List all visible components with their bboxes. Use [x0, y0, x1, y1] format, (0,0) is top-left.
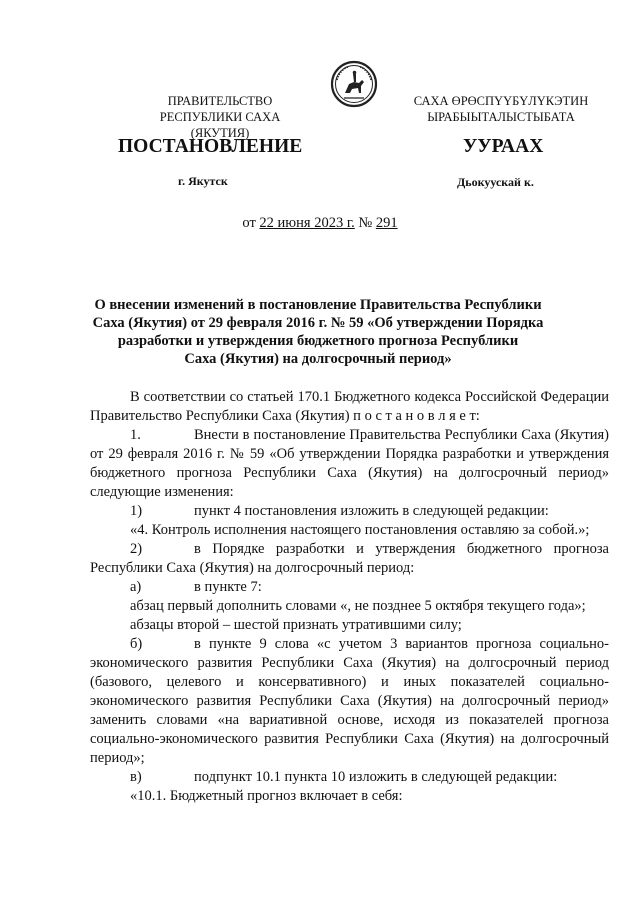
item-number: а) [130, 579, 142, 595]
paragraph-subitem-2: 2) в Порядке разработки и утверждения бюджетного прогноза Республики Саха (Якутия) на долгосрочный период: [90, 541, 609, 576]
paragraph-quote: «4. Контроль исполнения настоящего постановления оставляю за собой.»; [130, 522, 590, 538]
document-number: 291 [375, 215, 398, 231]
document-body [90, 388, 609, 806]
document-date: 22 июня 2023 г. [259, 215, 355, 231]
item-number: 1) [130, 503, 143, 519]
paragraph-letter-a: а) в пункте 7: [130, 579, 262, 595]
paragraph-quote: «10.1. Бюджетный прогноз включает в себя: [130, 788, 403, 804]
header-left-line1: ПРАВИТЕЛЬСТВО [167, 94, 273, 108]
document-type-title: ПОСТАНОВЛЕНИЕ [118, 136, 303, 157]
header-right-line1: САХА ӨРӨСПҮҮБҮЛҮКЭТИН [413, 94, 589, 108]
emblem-icon [330, 60, 378, 108]
item-number: 1. [130, 427, 141, 443]
item-number: 2) [130, 541, 143, 557]
paragraph-item-1: 1. Внести в постановление Правительства Республики Саха (Якутия) от 29 февраля 2016 г. № 59 «Об утверждении Порядка разработки и утверждения бюджетного прогноза Республики Саха (Якутия) на долгосрочный период» следующие изменения: [90, 427, 609, 500]
header-right [392, 93, 610, 125]
paragraph-preamble: В соответствии со статьей 170.1 Бюджетного кодекса Российской Федерации Правительство Республики Саха (Якутия) п о с т а н о в л я е т: [90, 389, 609, 424]
subject-line: Саха (Якутия) от 29 февраля 2016 г. № 59 «Об утверждении Порядка [92, 315, 544, 331]
document-subject [90, 296, 546, 368]
city-name: г. Якутск [178, 174, 228, 188]
paragraph-letter-b: б) в пункте 9 слова «с учетом 3 вариантов прогноза социально-экономического развития Республики Саха (Якутия) на долгосрочный период (базового, целевого и консервативного) и иных показателей социально-экономического развития Республики Саха (Якутия) на долгосрочный период» заменить словами «на вариативной основе, исходя из показателей прогноза социально-экономического развития Республики Саха (Якутия) на долгосрочный период»; [90, 636, 609, 766]
date-number-line [0, 215, 640, 232]
item-number: в) [130, 769, 142, 785]
subject-line: разработки и утверждения бюджетного прогноза Республики [117, 333, 519, 349]
header-left [130, 93, 310, 141]
header-left-line2: РЕСПУБЛИКИ САХА (ЯКУТИЯ) [159, 110, 281, 140]
paragraph-letter-v: в) подпункт 10.1 пункта 10 изложить в следующей редакции: [130, 769, 558, 785]
subject-line: Саха (Якутия) на долгосрочный период» [184, 351, 452, 367]
city-name-sakha: Дьокуускай к. [457, 175, 534, 189]
paragraph-text: абзацы второй – шестой признать утратившими силу; [130, 617, 462, 633]
document-type-title-sakha: УУРААХ [463, 136, 544, 157]
date-prefix: от [242, 215, 260, 231]
paragraph-subitem-1: 1) пункт 4 постановления изложить в следующей редакции: [130, 503, 549, 519]
header-right-line2: ЫРАБЫЫТАЛЫСТЫБАТА [427, 110, 575, 124]
item-number: б) [130, 636, 143, 652]
number-prefix: № [354, 215, 376, 231]
subject-line: О внесении изменений в постановление Правительства Республики [94, 297, 542, 313]
paragraph-text: абзац первый дополнить словами «, не позднее 5 октября текущего года»; [130, 598, 586, 614]
